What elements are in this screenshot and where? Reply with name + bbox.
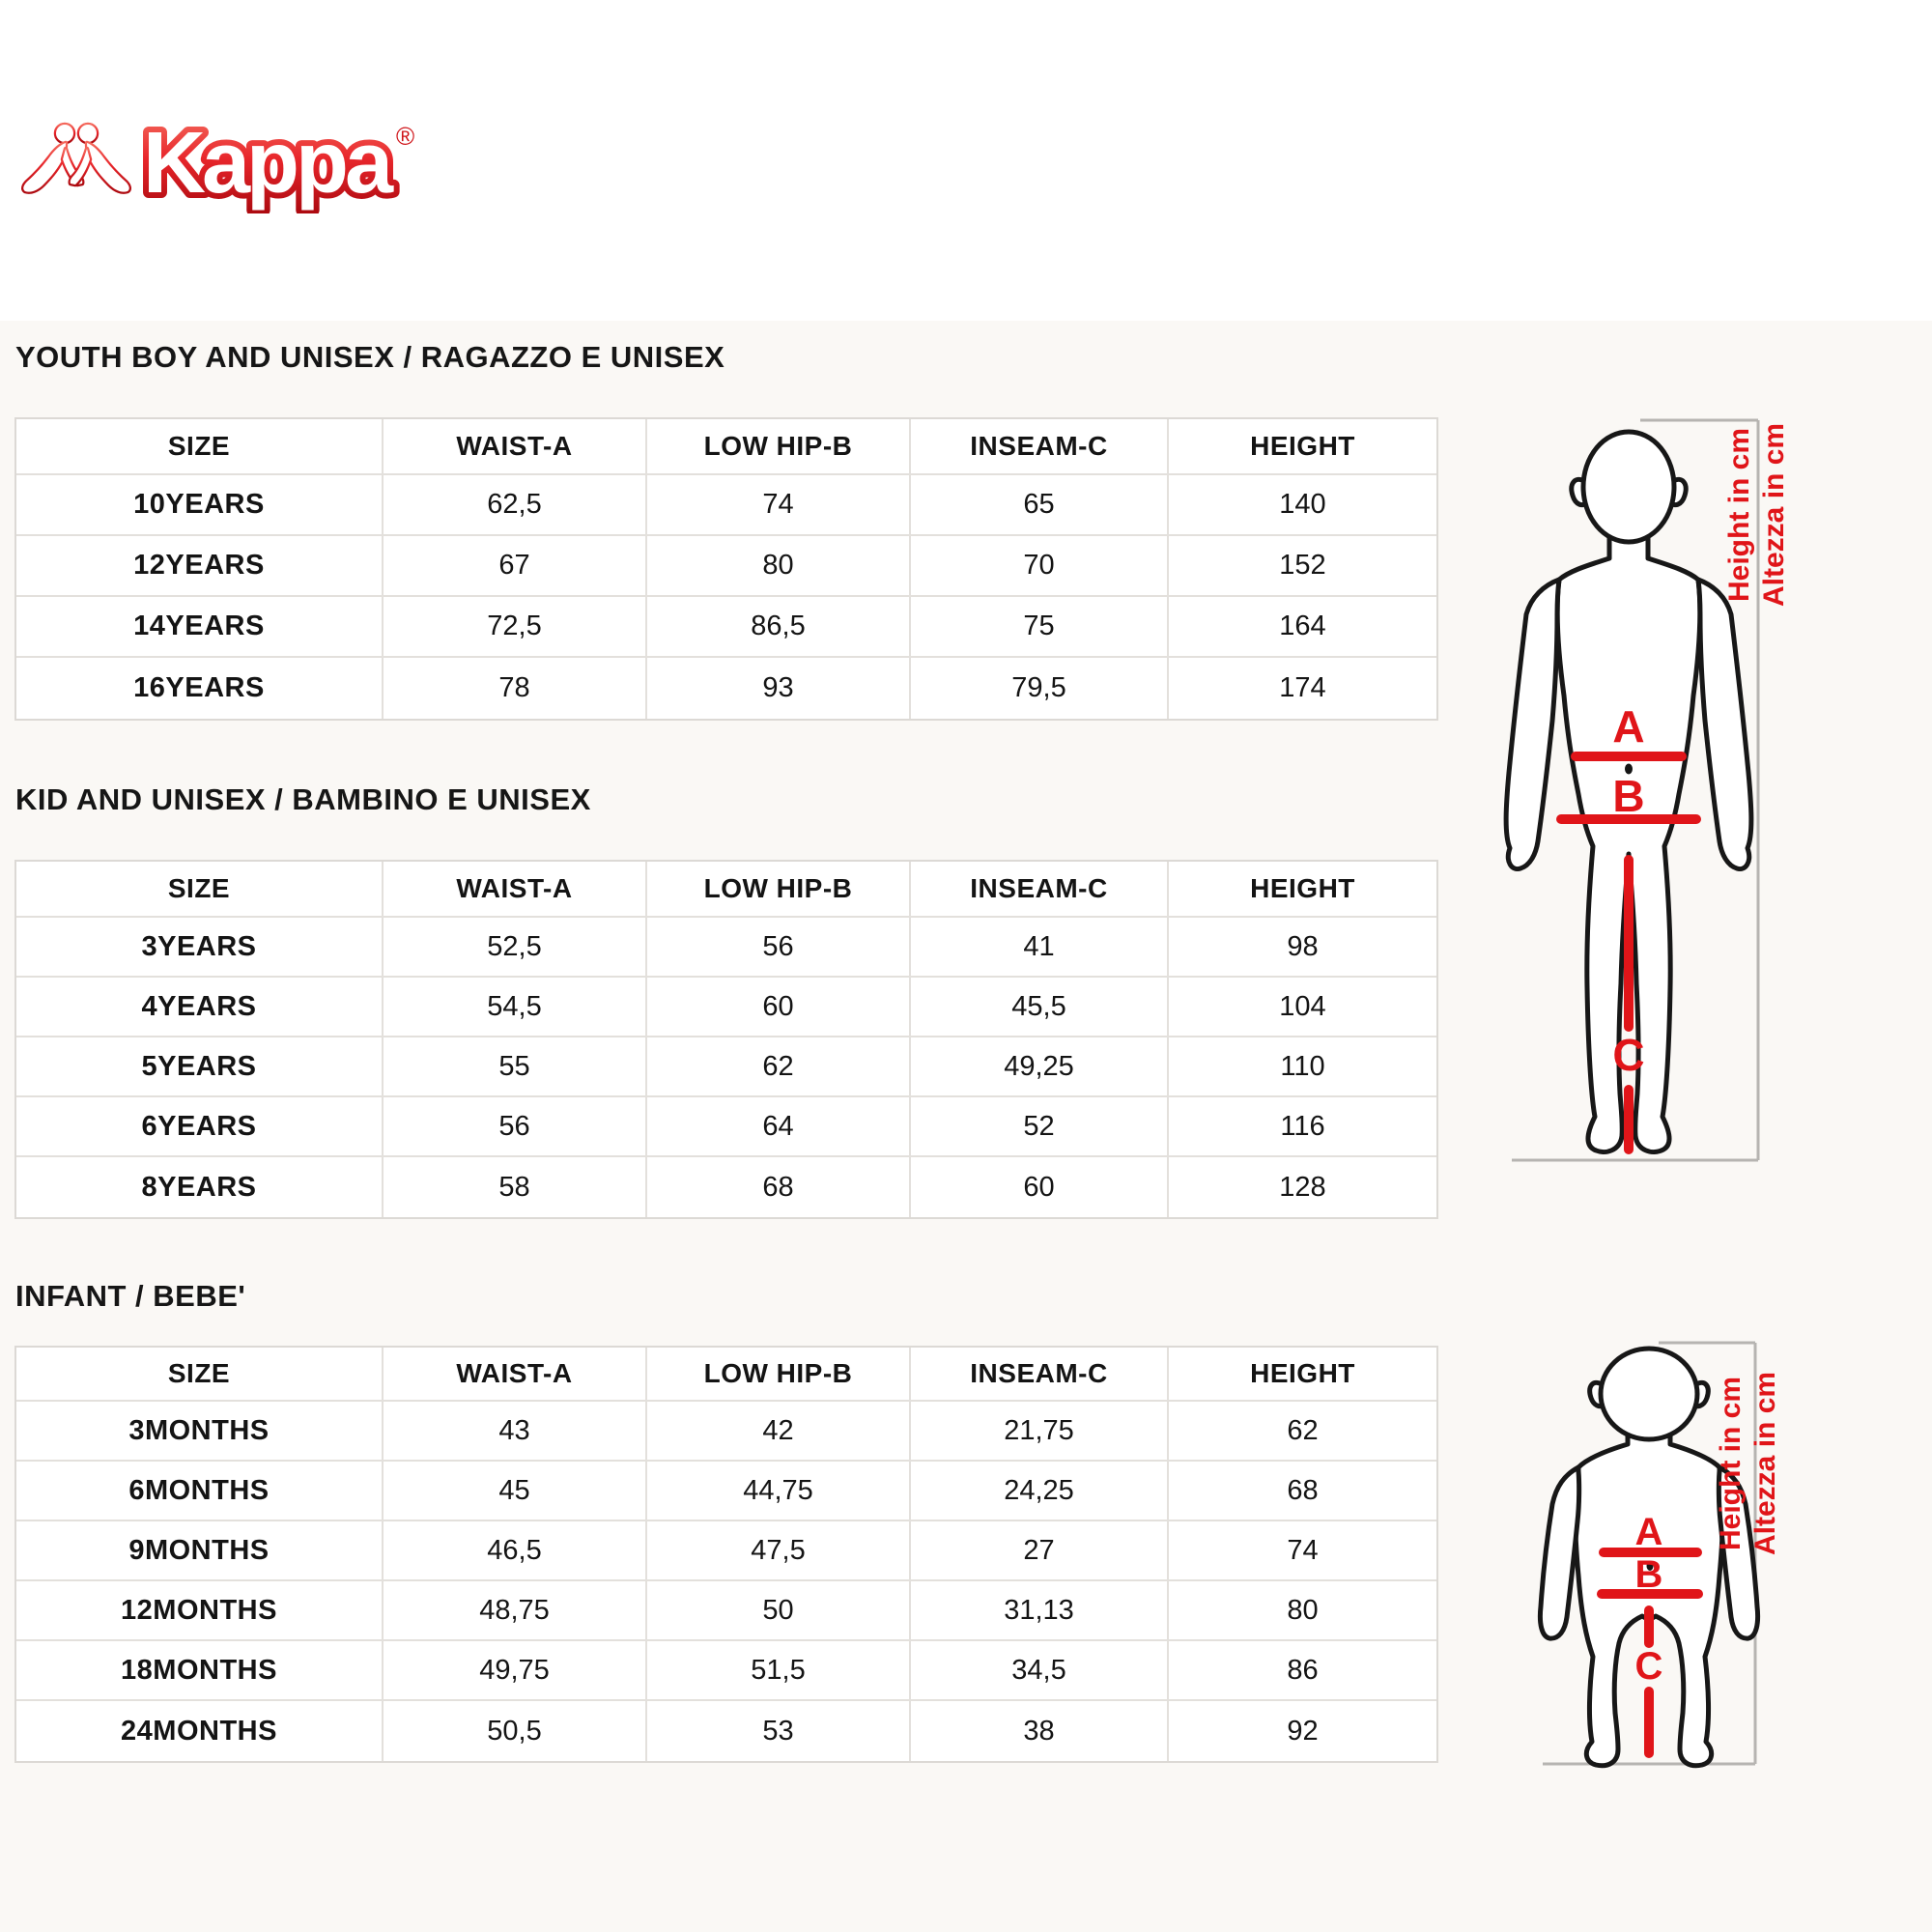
height-cell: 152 <box>1169 536 1436 597</box>
kappa-logo <box>19 112 435 218</box>
inseam-cell: 24,25 <box>911 1462 1169 1521</box>
height-caption-en: Height in cm <box>1723 427 1755 602</box>
height-caption-it: Altezza in cm <box>1758 422 1790 607</box>
inseam-cell: 49,25 <box>911 1037 1169 1097</box>
waist-cell: 62,5 <box>384 475 647 536</box>
lowhip-cell: 93 <box>647 658 911 719</box>
waist-cell: 56 <box>384 1097 647 1157</box>
infant-body-diagram <box>1492 1336 1800 1777</box>
size-cell: 3YEARS <box>16 918 384 978</box>
inseam-label: C <box>1612 1030 1645 1080</box>
size-cell: 24MONTHS <box>16 1701 384 1761</box>
column-header-size: SIZE <box>16 419 384 475</box>
lowhip-cell: 80 <box>647 536 911 597</box>
column-header-lowhip: LOW HIP-B <box>647 1348 911 1402</box>
column-header-waist: WAIST-A <box>384 419 647 475</box>
column-header-waist: WAIST-A <box>384 862 647 918</box>
height-cell: 128 <box>1169 1157 1436 1217</box>
height-cell: 62 <box>1169 1402 1436 1462</box>
height-caption-en: Height in cm <box>1715 1376 1747 1550</box>
size-cell: 12MONTHS <box>16 1581 384 1641</box>
column-header-size: SIZE <box>16 862 384 918</box>
column-header-inseam: INSEAM-C <box>911 862 1169 918</box>
column-header-lowhip: LOW HIP-B <box>647 419 911 475</box>
waist-cell: 52,5 <box>384 918 647 978</box>
size-cell: 3MONTHS <box>16 1402 384 1462</box>
height-cell: 86 <box>1169 1641 1436 1701</box>
column-header-height: HEIGHT <box>1169 1348 1436 1402</box>
size-cell: 8YEARS <box>16 1157 384 1217</box>
inseam-cell: 34,5 <box>911 1641 1169 1701</box>
inseam-cell: 75 <box>911 597 1169 658</box>
column-header-inseam: INSEAM-C <box>911 419 1169 475</box>
size-cell: 4YEARS <box>16 978 384 1037</box>
waist-cell: 72,5 <box>384 597 647 658</box>
waist-label: A <box>1634 1511 1663 1553</box>
youth-size-table <box>14 417 1438 721</box>
inseam-cell: 70 <box>911 536 1169 597</box>
height-caption-it: Altezza in cm <box>1749 1371 1781 1555</box>
height-cell: 116 <box>1169 1097 1436 1157</box>
size-cell: 6MONTHS <box>16 1462 384 1521</box>
waist-cell: 78 <box>384 658 647 719</box>
size-cell: 18MONTHS <box>16 1641 384 1701</box>
inseam-cell: 31,13 <box>911 1581 1169 1641</box>
lowhip-cell: 60 <box>647 978 911 1037</box>
height-cell: 104 <box>1169 978 1436 1037</box>
lowhip-cell: 86,5 <box>647 597 911 658</box>
column-header-size: SIZE <box>16 1348 384 1402</box>
size-cell: 6YEARS <box>16 1097 384 1157</box>
lowhip-cell: 47,5 <box>647 1521 911 1581</box>
registered-mark: ® <box>396 122 415 151</box>
waist-cell: 45 <box>384 1462 647 1521</box>
lowhip-cell: 51,5 <box>647 1641 911 1701</box>
lowhip-cell: 53 <box>647 1701 911 1761</box>
column-header-lowhip: LOW HIP-B <box>647 862 911 918</box>
waist-cell: 58 <box>384 1157 647 1217</box>
height-cell: 164 <box>1169 597 1436 658</box>
column-header-height: HEIGHT <box>1169 862 1436 918</box>
height-cell: 140 <box>1169 475 1436 536</box>
inseam-cell: 79,5 <box>911 658 1169 719</box>
waist-cell: 43 <box>384 1402 647 1462</box>
kappa-wordmark: Kappa <box>143 115 390 212</box>
size-cell: 14YEARS <box>16 597 384 658</box>
inseam-cell: 65 <box>911 475 1169 536</box>
height-cell: 80 <box>1169 1581 1436 1641</box>
height-cell: 68 <box>1169 1462 1436 1521</box>
size-cell: 9MONTHS <box>16 1521 384 1581</box>
size-cell: 5YEARS <box>16 1037 384 1097</box>
inseam-cell: 52 <box>911 1097 1169 1157</box>
height-cell: 174 <box>1169 658 1436 719</box>
height-cell: 110 <box>1169 1037 1436 1097</box>
section-title-kid: KID AND UNISEX / BAMBINO E UNISEX <box>15 782 591 816</box>
kid-size-table <box>14 860 1438 1219</box>
hip-label: B <box>1634 1553 1663 1596</box>
size-cell: 12YEARS <box>16 536 384 597</box>
waist-cell: 48,75 <box>384 1581 647 1641</box>
inseam-cell: 41 <box>911 918 1169 978</box>
height-cell: 98 <box>1169 918 1436 978</box>
waist-cell: 50,5 <box>384 1701 647 1761</box>
lowhip-cell: 42 <box>647 1402 911 1462</box>
kappa-logo-graphic <box>19 112 435 213</box>
lowhip-cell: 56 <box>647 918 911 978</box>
size-cell: 16YEARS <box>16 658 384 719</box>
waist-cell: 55 <box>384 1037 647 1097</box>
inseam-label: C <box>1634 1645 1663 1688</box>
inseam-cell: 21,75 <box>911 1402 1169 1462</box>
lowhip-cell: 44,75 <box>647 1462 911 1521</box>
waist-label: A <box>1612 701 1645 752</box>
inseam-cell: 27 <box>911 1521 1169 1581</box>
hip-label: B <box>1612 771 1645 821</box>
column-header-inseam: INSEAM-C <box>911 1348 1169 1402</box>
waist-cell: 54,5 <box>384 978 647 1037</box>
kappa-omini-icon <box>23 125 128 192</box>
height-cell: 74 <box>1169 1521 1436 1581</box>
height-cell: 92 <box>1169 1701 1436 1761</box>
column-header-height: HEIGHT <box>1169 419 1436 475</box>
size-cell: 10YEARS <box>16 475 384 536</box>
column-header-waist: WAIST-A <box>384 1348 647 1402</box>
inseam-cell: 60 <box>911 1157 1169 1217</box>
youth-body-diagram <box>1495 413 1801 1172</box>
inseam-cell: 38 <box>911 1701 1169 1761</box>
lowhip-cell: 68 <box>647 1157 911 1217</box>
lowhip-cell: 64 <box>647 1097 911 1157</box>
inseam-cell: 45,5 <box>911 978 1169 1037</box>
infant-size-table <box>14 1346 1438 1763</box>
waist-cell: 67 <box>384 536 647 597</box>
waist-cell: 46,5 <box>384 1521 647 1581</box>
lowhip-cell: 62 <box>647 1037 911 1097</box>
waist-cell: 49,75 <box>384 1641 647 1701</box>
section-title-youth: YOUTH BOY AND UNISEX / RAGAZZO E UNISEX <box>15 340 725 374</box>
lowhip-cell: 50 <box>647 1581 911 1641</box>
section-title-infant: INFANT / BEBE' <box>15 1279 246 1313</box>
lowhip-cell: 74 <box>647 475 911 536</box>
